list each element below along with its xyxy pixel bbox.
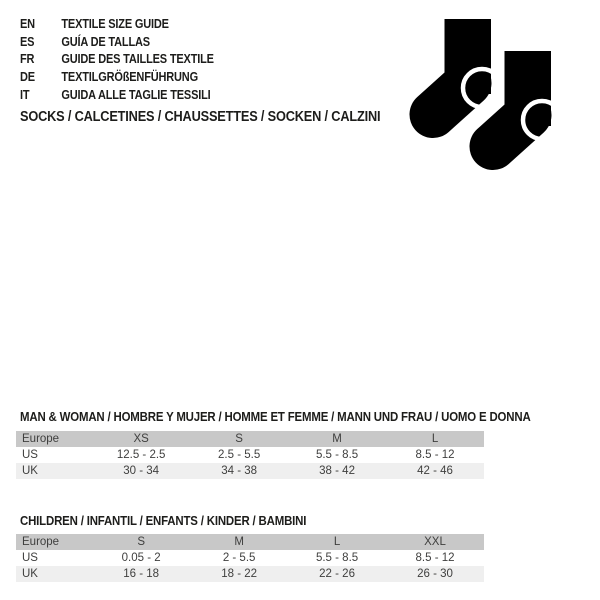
language-code: FR [20,52,35,67]
language-code: EN [20,17,35,31]
sock-back [433,19,491,115]
size-table-man-woman [16,431,484,479]
language-title: GUIDE DES TAILLES TEXTILE [61,52,214,67]
size-cell: 26 - 30 [417,568,453,580]
header-cell-size: M [234,536,244,548]
size-cell: 8.5 - 12 [415,449,455,461]
sock-front [493,51,551,147]
language-code: ES [20,34,35,49]
header-cell-size: XXL [424,536,446,548]
header-cell-size: L [333,536,341,548]
language-title: GUIDA ALLE TAGLIE TESSILI [61,87,211,102]
size-cell: 18 - 22 [221,568,258,580]
size-cell: 34 - 38 [221,465,258,477]
header-cell-size: S [137,536,145,548]
size-cell: 5.5 - 8.5 [315,552,359,564]
row-label: US [22,449,38,461]
language-row-it [20,87,214,105]
size-cell: 22 - 26 [319,568,355,580]
table-row-us [16,447,484,463]
header-cell-size: S [235,433,243,445]
table-title-children: CHILDREN / INFANTIL / ENFANTS / KINDER / BAMBINI [20,513,307,528]
language-row-fr [20,51,214,69]
language-row-en [20,16,214,34]
table-row-uk [16,566,484,582]
table-row-uk [16,463,484,479]
header-cell-region: Europe [22,536,60,548]
size-cell: 12.5 - 2.5 [116,449,166,461]
language-code: DE [20,70,35,85]
language-title: TEXTILE SIZE GUIDE [61,17,169,31]
header-cell-size: XS [133,433,149,445]
language-title: GUÍA DE TALLAS [61,34,150,49]
size-cell: 5.5 - 8.5 [315,449,359,461]
language-row-es [20,34,214,52]
header-cell-size: M [332,433,342,445]
size-cell: 0.05 - 2 [121,552,161,564]
language-row-de [20,69,214,87]
language-code: IT [20,87,30,102]
language-list [20,16,214,105]
socks-icon [395,0,600,190]
size-cell: 38 - 42 [319,465,355,477]
size-cell: 42 - 46 [417,465,453,477]
row-label: UK [22,465,38,477]
size-cell: 2.5 - 5.5 [218,449,261,461]
size-cell: 2 - 5.5 [222,552,256,564]
table-header-row [16,431,484,447]
row-label: US [22,552,38,564]
size-cell: 8.5 - 12 [415,552,455,564]
row-label: UK [22,568,38,580]
size-table-children [16,534,484,582]
category-heading: SOCKS / CALCETINES / CHAUSSETTES / SOCKEN / CALZINI [20,109,381,125]
size-cell: 30 - 34 [123,465,160,477]
header-cell-region: Europe [22,433,60,445]
header-cell-size: L [431,433,439,445]
table-title-man-woman: MAN & WOMAN / HOMBRE Y MUJER / HOMME ET FEMME / MANN UND FRAU / UOMO E DONNA [20,409,531,424]
size-cell: 16 - 18 [123,568,160,580]
table-row-us [16,550,484,566]
table-header-row [16,534,484,550]
language-title: TEXTILGRÖßENFÜHRUNG [61,70,198,85]
